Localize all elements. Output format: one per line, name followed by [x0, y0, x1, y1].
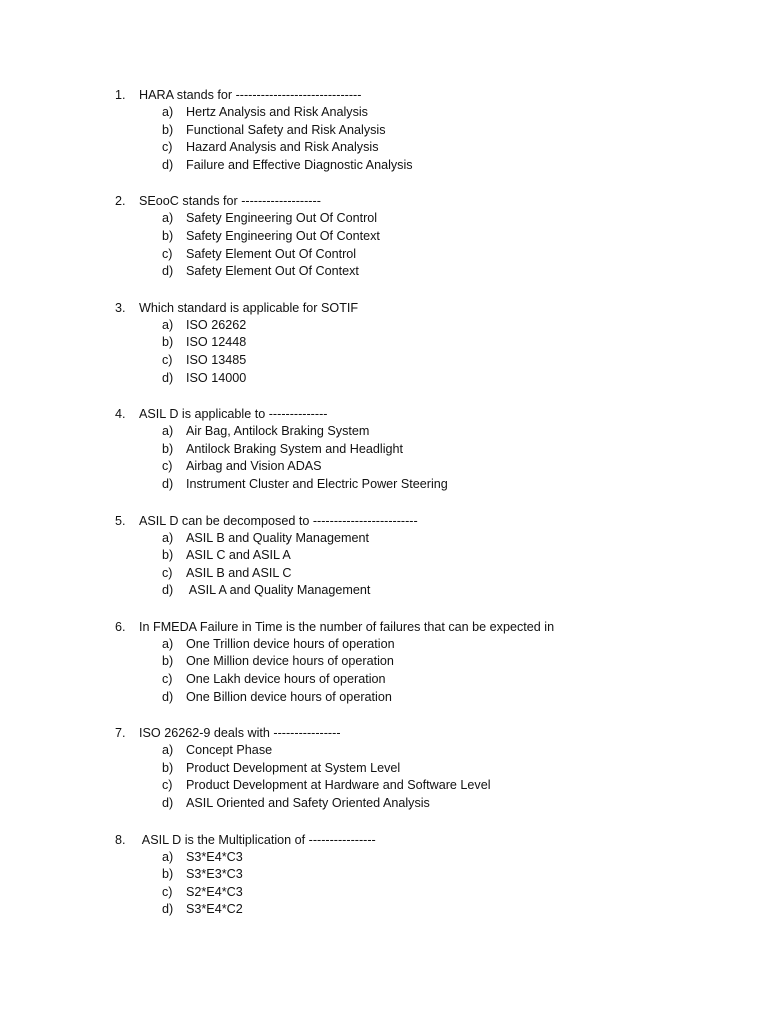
option-text: ISO 26262 [186, 317, 247, 332]
question-line [0, 831, 768, 849]
option-d [0, 901, 768, 919]
option-letter: c) [162, 246, 173, 261]
option-text: One Million device hours of operation [186, 654, 394, 669]
option-b [0, 228, 768, 246]
question-8 [0, 831, 768, 919]
option-c [0, 246, 768, 264]
option-letter: b) [162, 654, 174, 669]
option-text: S3*E4*C2 [186, 902, 243, 917]
option-text: Hertz Analysis and Risk Analysis [186, 105, 368, 119]
option-b [0, 334, 768, 352]
question-list [0, 86, 768, 937]
option-d [0, 370, 768, 388]
option-text: One Billion device hours of operation [186, 689, 392, 704]
option-text: Hazard Analysis and Risk Analysis [186, 140, 379, 155]
option-a [0, 530, 768, 548]
option-letter: a) [162, 743, 174, 758]
option-letter: d) [162, 157, 174, 172]
option-text: ASIL A and Quality Management [186, 583, 371, 598]
option-letter: a) [162, 317, 174, 332]
question-number: 2. [115, 194, 126, 209]
option-text: ISO 12448 [186, 335, 247, 350]
option-b [0, 866, 768, 884]
question-7 [0, 724, 768, 812]
option-letter: c) [162, 140, 173, 155]
option-b [0, 122, 768, 140]
option-text: Failure and Effective Diagnostic Analysis [186, 157, 413, 172]
question-line [0, 192, 768, 210]
question-number: 7. [115, 726, 126, 741]
option-a [0, 849, 768, 867]
question-text: ASIL D is applicable to -------------- [139, 407, 328, 422]
question-text: ASIL D can be decomposed to ------------------------- [139, 513, 418, 528]
option-letter: c) [162, 672, 173, 687]
option-text: Safety Engineering Out Of Context [186, 228, 380, 243]
option-letter: c) [162, 565, 173, 580]
option-letter: c) [162, 884, 173, 899]
question-line [0, 724, 768, 742]
option-text: Product Development at Hardware and Software Level [186, 778, 491, 793]
option-a [0, 317, 768, 335]
question-number: 5. [115, 513, 126, 528]
option-text: Antilock Braking System and Headlight [186, 441, 404, 456]
question-text: SEooC stands for ------------------- [139, 194, 321, 209]
option-text: Safety Engineering Out Of Control [186, 211, 378, 226]
question-6 [0, 618, 768, 706]
option-text: Air Bag, Antilock Braking System [186, 424, 370, 439]
option-text: S3*E4*C3 [186, 849, 243, 864]
option-text: One Lakh device hours of operation [186, 672, 386, 687]
option-a [0, 104, 768, 122]
option-text: ISO 13485 [186, 352, 247, 367]
option-letter: d) [162, 476, 174, 491]
option-d [0, 795, 768, 813]
option-text: S2*E4*C3 [186, 884, 243, 899]
question-number: 6. [115, 619, 126, 634]
option-letter: b) [162, 760, 174, 775]
option-letter: b) [162, 867, 174, 882]
option-letter: a) [162, 424, 174, 439]
option-c [0, 458, 768, 476]
option-letter: a) [162, 211, 174, 226]
option-c [0, 139, 768, 157]
question-text: ASIL D is the Multiplication of ---------------- [139, 832, 376, 847]
option-letter: d) [162, 264, 174, 279]
question-text: Which standard is applicable for SOTIF [139, 300, 359, 315]
option-d [0, 263, 768, 281]
option-letter: a) [162, 849, 174, 864]
question-line [0, 618, 768, 636]
option-letter: d) [162, 370, 174, 385]
option-a [0, 636, 768, 654]
option-letter: d) [162, 902, 174, 917]
option-text: S3*E3*C3 [186, 867, 243, 882]
option-letter: d) [162, 583, 174, 598]
option-text: One Trillion device hours of operation [186, 636, 395, 651]
option-text: Concept Phase [186, 743, 273, 758]
option-text: ASIL B and ASIL C [186, 565, 292, 580]
option-letter: b) [162, 441, 174, 456]
option-letter: b) [162, 548, 174, 563]
option-letter: d) [162, 689, 174, 704]
question-1 [0, 86, 768, 174]
option-d [0, 582, 768, 600]
option-c [0, 671, 768, 689]
option-text: Instrument Cluster and Electric Power Steering [186, 476, 448, 491]
option-text: ASIL B and Quality Management [186, 530, 369, 545]
question-line [0, 405, 768, 423]
option-d [0, 476, 768, 494]
option-text: ISO 14000 [186, 370, 247, 385]
option-letter: b) [162, 335, 174, 350]
option-text: Functional Safety and Risk Analysis [186, 122, 386, 137]
option-letter: c) [162, 352, 173, 367]
option-a [0, 742, 768, 760]
option-b [0, 441, 768, 459]
question-number: 4. [115, 407, 126, 422]
option-c [0, 352, 768, 370]
option-b [0, 653, 768, 671]
question-number: 3. [115, 300, 126, 315]
option-text: Airbag and Vision ADAS [186, 459, 322, 474]
question-4 [0, 405, 768, 493]
option-b [0, 760, 768, 778]
option-letter: c) [162, 459, 173, 474]
option-text: Safety Element Out Of Context [186, 264, 359, 279]
question-number: 8. [115, 832, 126, 847]
option-letter: a) [162, 530, 174, 545]
option-c [0, 777, 768, 795]
option-letter: d) [162, 796, 174, 811]
question-text: ISO 26262-9 deals with ---------------- [139, 726, 341, 741]
option-a [0, 423, 768, 441]
question-3 [0, 299, 768, 387]
question-line [0, 299, 768, 317]
question-text: In FMEDA Failure in Time is the number of failures that can be expected in [139, 619, 555, 634]
question-text: HARA stands for ------------------------------ [139, 88, 362, 102]
option-text: Product Development at System Level [186, 760, 401, 775]
question-line [0, 86, 768, 104]
option-letter: b) [162, 228, 174, 243]
option-text: Safety Element Out Of Control [186, 246, 357, 261]
option-d [0, 157, 768, 175]
option-c [0, 565, 768, 583]
question-line [0, 512, 768, 530]
option-letter: b) [162, 122, 174, 137]
question-2 [0, 192, 768, 280]
option-text: ASIL C and ASIL A [186, 548, 291, 563]
question-number: 1. [115, 88, 126, 102]
option-c [0, 884, 768, 902]
option-letter: a) [162, 636, 174, 651]
option-b [0, 547, 768, 565]
option-text: ASIL Oriented and Safety Oriented Analysis [186, 796, 430, 811]
option-letter: c) [162, 778, 173, 793]
option-d [0, 689, 768, 707]
question-5 [0, 512, 768, 600]
option-a [0, 210, 768, 228]
option-letter: a) [162, 105, 174, 119]
